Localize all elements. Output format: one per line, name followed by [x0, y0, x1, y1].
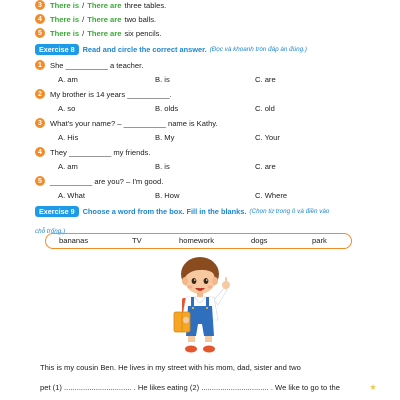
option-separator: /	[82, 14, 85, 24]
ex8-options-3	[58, 133, 358, 143]
word-option[interactable]: dogs	[251, 236, 268, 245]
ex8-question-4	[35, 147, 150, 157]
option-there-is[interactable]: There is	[50, 14, 80, 24]
exercise-badge: Exercise 8	[35, 44, 79, 55]
question-text: She __________ a teacher.	[50, 60, 144, 70]
answer-option[interactable]: B. is	[155, 75, 170, 84]
number-badge: 2	[35, 89, 45, 99]
question-text: __________ are you? – I'm good.	[50, 176, 164, 186]
answer-option[interactable]: A. am	[58, 75, 78, 84]
question-text: My brother is 14 years __________.	[50, 89, 172, 99]
answer-option[interactable]: B. is	[155, 162, 170, 171]
ex8-options-4	[58, 162, 358, 172]
answer-option[interactable]: C. are	[255, 162, 276, 171]
answer-option[interactable]: A. so	[58, 104, 76, 113]
option-separator: /	[82, 0, 85, 10]
ex8-question-5	[35, 176, 163, 186]
answer-option[interactable]: A. What	[58, 191, 86, 200]
option-there-are[interactable]: There are	[87, 14, 122, 24]
exercise-title: Choose a word from the box. Fill in the blanks.	[82, 207, 247, 216]
word-option[interactable]: bananas	[59, 236, 89, 245]
exercise-badge: Exercise 9	[35, 206, 79, 217]
answer-option[interactable]: C. old	[255, 104, 275, 113]
number-badge: 5	[35, 28, 45, 38]
ex8-options-2	[58, 104, 358, 114]
answer-option[interactable]: A. His	[58, 133, 79, 142]
sentence-rest: two balls.	[124, 14, 157, 24]
option-there-is[interactable]: There is	[50, 0, 80, 10]
sentence-rest: six pencils.	[124, 28, 162, 38]
exercise-title: Read and circle the correct answer.	[82, 45, 207, 54]
boy-illustration	[160, 250, 245, 355]
exercise-subtitle-continued: chỗ trống.)	[35, 228, 66, 235]
option-there-is[interactable]: There is	[50, 28, 80, 38]
star-icon	[370, 384, 376, 390]
exercise-8-header	[35, 44, 307, 55]
number-badge: 4	[35, 14, 45, 24]
number-badge: 4	[35, 147, 45, 157]
exercise-subtitle: (Chọn từ trong ô và điền vào	[249, 208, 330, 215]
passage-line-1: This is my cousin Ben. He lives in my street with his mom, dad, sister and two	[40, 363, 301, 372]
ex8-question-1	[35, 60, 143, 70]
answer-option[interactable]: A. am	[58, 162, 78, 171]
question-text: They __________ my friends.	[50, 147, 151, 157]
ex7-item-4	[35, 14, 156, 24]
ex8-options-5	[58, 191, 358, 201]
ex7-item-5	[35, 28, 162, 38]
ex8-question-3	[35, 118, 218, 128]
word-option[interactable]: park	[312, 236, 327, 245]
question-text: What's your name? – __________ name is Kathy.	[50, 118, 218, 128]
word-option[interactable]: TV	[132, 236, 142, 245]
sentence-rest: three tables.	[124, 0, 167, 10]
number-badge: 3	[35, 0, 45, 10]
option-separator: /	[82, 28, 85, 38]
answer-option[interactable]: C. Where	[255, 191, 288, 200]
ex8-question-2	[35, 89, 172, 99]
answer-option[interactable]: C. are	[255, 75, 276, 84]
number-badge: 1	[35, 60, 45, 70]
option-there-are[interactable]: There are	[87, 28, 122, 38]
number-badge: 3	[35, 118, 45, 128]
exercise-subtitle: (Đọc và khoanh tròn đáp án đúng.)	[209, 46, 307, 53]
number-badge: 5	[35, 176, 45, 186]
exercise-9-header	[35, 206, 329, 217]
answer-option[interactable]: B. My	[155, 133, 175, 142]
word-box	[45, 233, 352, 249]
answer-option[interactable]: B. How	[155, 191, 180, 200]
option-there-are[interactable]: There are	[87, 0, 122, 10]
answer-option[interactable]: B. olds	[155, 104, 179, 113]
word-option[interactable]: homework	[179, 236, 215, 245]
answer-option[interactable]: C. Your	[255, 133, 280, 142]
passage-line-2: pet (1) ................................ . He likes eating (2) ................................ . We like to go to the	[40, 383, 340, 392]
ex7-item-3	[35, 0, 166, 10]
ex8-options-1	[58, 75, 358, 85]
